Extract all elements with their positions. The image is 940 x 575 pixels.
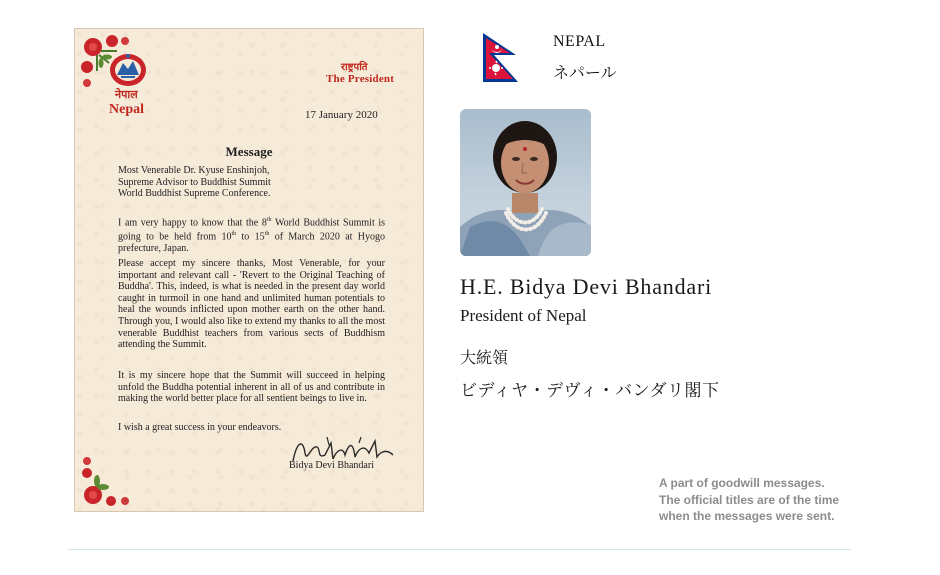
nepal-emblem-icon (109, 53, 147, 87)
rhododendron-corner-bottom-icon (79, 453, 139, 509)
country-name-ja: ネパール (553, 63, 617, 82)
country-name-en: NEPAL (553, 33, 606, 50)
footnote-line: when the messages were sent. (659, 509, 835, 523)
person-name-en: H.E. Bidya Devi Bhandari (460, 274, 712, 299)
nepal-flag-icon (482, 32, 520, 84)
footnote-line: A part of goodwill messages. (659, 476, 825, 490)
letter-addressee (118, 165, 271, 200)
addressee-line: Most Venerable Dr. Kyuse Enshinjoh, (118, 165, 270, 176)
letter-image (74, 28, 424, 512)
letter-paragraph-2: Please accept my sincere thanks, Most Venerable, for your important and relevant call - 'Revert to the Original Teaching of Buddha'. This, indeed, is what is needed in the present day world caught in turmoil in one hand and unlimited human potentials to heal the wounds inflicted upon mother earth on the other hand. Through you, I would also like to extend my thanks to all the most venerable Buddhist teachers from various sects of Buddhism attending the Summit. (118, 258, 385, 351)
letterhead-president: The President (326, 73, 395, 85)
letter-date: 17 January 2020 (305, 109, 378, 121)
footnote (659, 475, 839, 525)
portrait-photo (460, 109, 591, 256)
letter-paragraph-3: It is my sincere hope that the Summit will succeed in helping unfold the Buddha potential inherent in all of us and contribute in making the world better place for all sentient beings to live in. (118, 370, 385, 405)
letter-signatory: Bidya Devi Bhandari (289, 460, 374, 471)
bottom-divider (68, 549, 851, 550)
letter-title: Message (225, 144, 273, 159)
person-title-ja: 大統領 (460, 348, 509, 367)
letterhead-nepal: Nepal (109, 102, 144, 117)
letterhead-nepal-devanagari: नेपाल (115, 88, 138, 101)
letter-paragraph-1: I am very happy to know that the 8th World Buddhist Summit is going to be held from 10th to 15th of March 2020 at Hyogo prefecture, Japan. (118, 217, 386, 254)
person-name-ja: ビディヤ・デヴィ・バンダリ閣下 (460, 381, 720, 401)
footnote-line: The official titles are of the time (659, 492, 840, 507)
letterhead-president-devanagari: राष्ट्रपति (341, 62, 368, 73)
addressee-line: Supreme Advisor to Buddhist Summit (118, 176, 271, 188)
addressee-line: World Buddhist Supreme Conference. (118, 188, 271, 199)
portrait-illustration (460, 109, 591, 256)
letter-paragraph-4: I wish a great success in your endeavors. (118, 422, 282, 433)
person-title-en: President of Nepal (460, 306, 587, 325)
